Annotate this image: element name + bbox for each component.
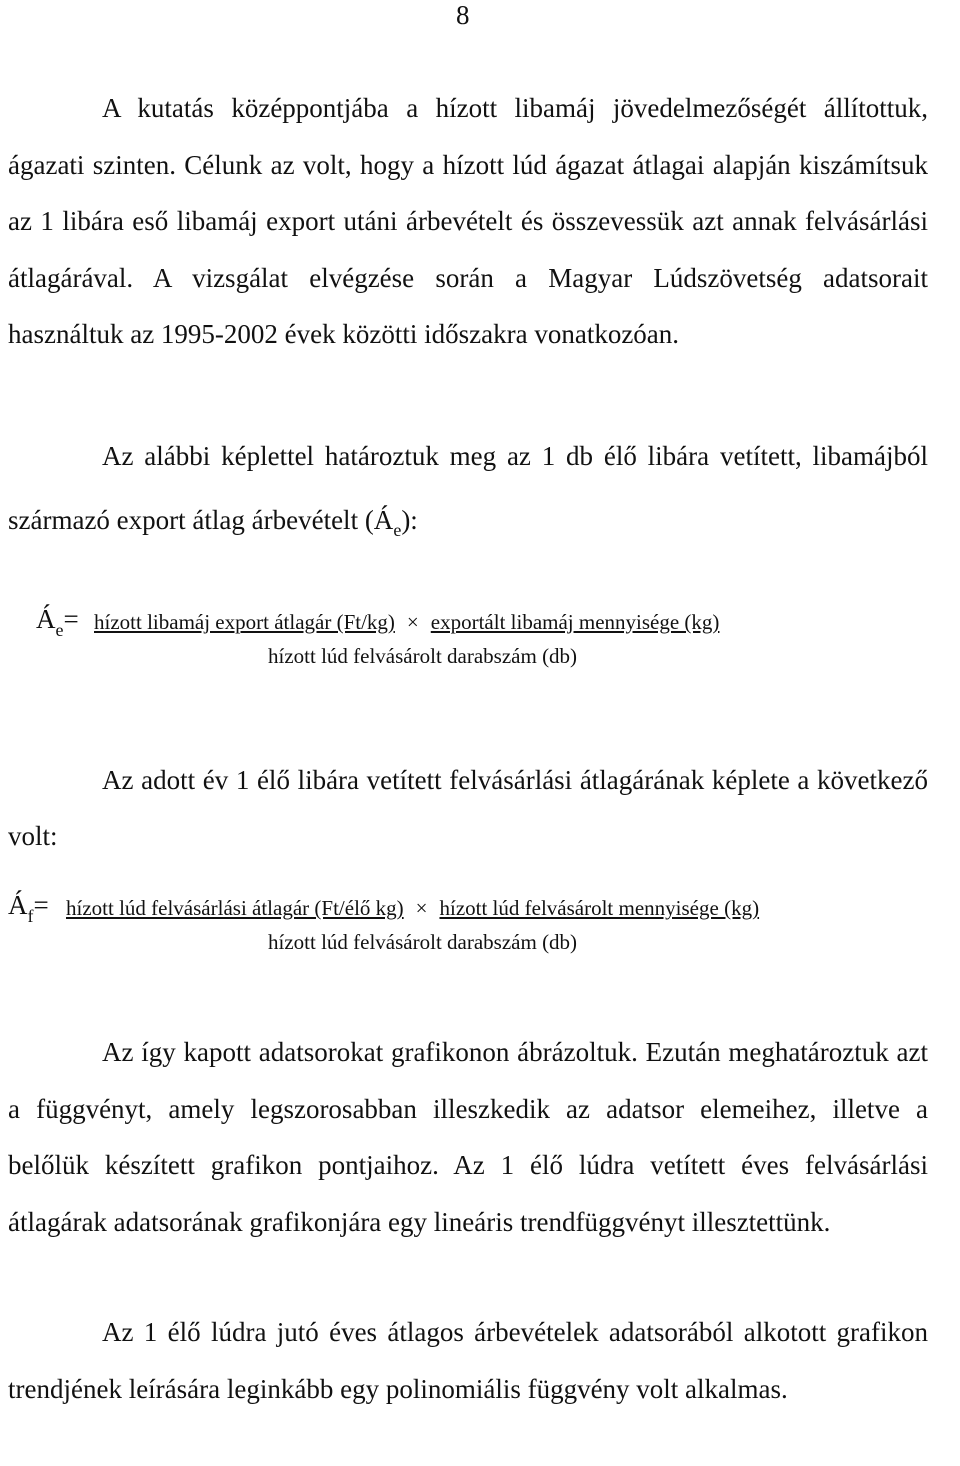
numerator-term-a: hízott libamáj export átlagár (Ft/kg) (94, 610, 395, 634)
numerator-term-b: exportált libamáj mennyisége (kg) (430, 610, 720, 634)
paragraph-purchase-price (8, 752, 928, 864)
formula-lhs-subscript: e (55, 620, 64, 640)
formula-lhs-symbol: Á (8, 890, 28, 920)
times-symbol: × (415, 896, 428, 920)
paragraph-intro-text: A kutatás középpontjába a hízott libamáj jövedelmezőségét állítottuk, ágazati szinten. Célunk az volt, hogy a hízott lúd ágazat átlagai alapján kiszámítsuk az 1 libára eső libamáj export utáni árbevételt és összevessük azt annak felvásárlási átlagárával. A vizsgálat elvégzése során a Magyar Lúdszövetség adatsorait használtuk az 1995-2002 évek közötti időszakra vonatkozóan. (8, 93, 928, 349)
times-symbol: × (406, 610, 419, 634)
formula-numerator (94, 610, 719, 634)
paragraph-formula-intro (8, 424, 928, 562)
formula-equals: = (63, 604, 79, 634)
paragraph-graphs-text: Az így kapott adatsorokat grafikonon ábrázoltuk. Ezután meghatároztuk azt a függvényt, amely legszorosabban illeszkedik az adatsor elemeihez, illetve a belőlük készített grafikon pontjaihoz. Az 1 élő lúdra vetített éves felvásárlási átlagárak adatsorának grafikonjára egy lineáris trendfüggvényt illesztettünk. (8, 1037, 928, 1237)
formula-numerator (66, 896, 759, 920)
formula-equals: = (33, 890, 49, 920)
paragraph-intro (8, 80, 928, 363)
paragraph-polynomial (8, 1304, 928, 1417)
numerator-term-a: hízott lúd felvásárlási átlagár (Ft/élő kg) (66, 896, 404, 920)
formula-lhs (8, 890, 49, 931)
subscript-e: e (393, 520, 402, 540)
paragraph-formula-intro-end: ): (401, 505, 418, 535)
numerator-term-b: hízott lúd felvásárolt mennyisége (kg) (439, 896, 760, 920)
paragraph-polynomial-text: Az 1 élő lúdra jutó éves átlagos árbevételek adatsorából alkotott grafikon trendjének leírására leginkább egy polinomiális függvény volt alkalmas. (8, 1317, 928, 1404)
formula-lhs-symbol: Á (36, 604, 56, 634)
paragraph-formula-intro-text: Az alábbi képlettel határoztuk meg az 1 db élő libára vetített, libamájból származó export átlag árbevételt (Á (8, 441, 928, 535)
formula-denominator: hízott lúd felvásárolt darabszám (db) (268, 644, 578, 668)
formula-lhs (36, 604, 79, 645)
page-number: 8 (456, 0, 470, 30)
formula-lhs-subscript: f (27, 906, 34, 926)
paragraph-graphs (8, 1024, 928, 1250)
formula-denominator: hízott lúd felvásárolt darabszám (db) (268, 930, 578, 954)
paragraph-purchase-price-text: Az adott év 1 élő libára vetített felvásárlási átlagárának képlete a következő volt: (8, 765, 928, 851)
